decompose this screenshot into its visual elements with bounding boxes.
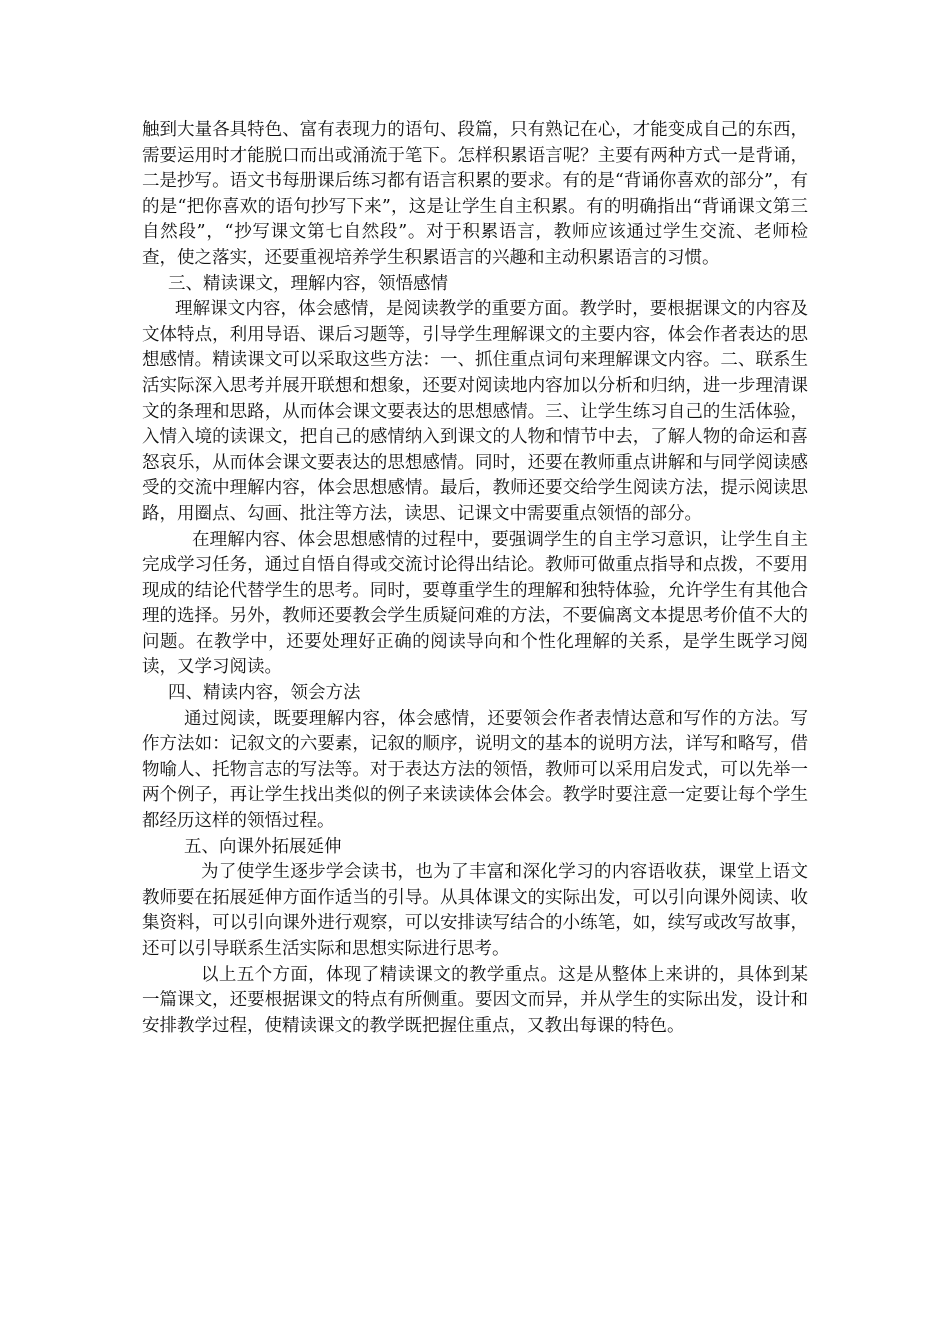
document-page [142, 118, 808, 1039]
section-heading-3: 三、精读课文，理解内容，领悟感情 [168, 273, 448, 294]
paragraph-writing-methods: 通过阅读，既要理解内容，体会感情，还要领会作者表情达意和写作的方法。写作方法如：记叙文的六要素，记叙的顺序，说明文的基本的说明方法，详写和略写，借物喻人、托物言志的写法等。对于表达方法的领悟，教师可以采用启发式，可以先举一两个例子，再让学生找出类似的例子来读读体会体会。教学时要注意一定要让每个学生都经历这样的领悟过程。 [142, 708, 808, 832]
section-heading-5: 五、向课外拓展延伸 [184, 836, 342, 857]
paragraph-summary: 以上五个方面，体现了精读课文的教学重点。这是从整体上来讲的，具体到某一篇课文，还要根据课文的特点有所侧重。要因文而异，并从学生的实际出发，设计和安排教学过程，使精读课文的教学既把握住重点，又教出每课的特色。 [142, 964, 808, 1036]
paragraph-extension: 为了使学生逐步学会读书，也为了丰富和深化学习的内容语收获，课堂上语文教师要在拓展延伸方面作适当的引导。从具体课文的实际出发，可以引向课外阅读、收集资料，可以引向课外进行观察，可以安排读写结合的小练笔，如，续写或改写故事，还可以引导联系生活实际和思想实际进行思考。 [142, 862, 808, 959]
paragraph-self-learning: 在理解内容、体会思想感情的过程中，要强调学生的自主学习意识，让学生自主完成学习任务，通过自悟自得或交流讨论得出结论。教师可做重点指导和点拨，不要用现成的结论代替学生的思考。同时，要尊重学生的理解和独特体验，允许学生有其他合理的选择。另外，教师还要教会学生质疑问难的方法，不要偏离文本提思考价值不大的问题。在教学中，还要处理好正确的阅读导向和个性化理解的关系，是学生既学习阅读，又学习阅读。 [142, 529, 808, 678]
paragraph-language-accumulation: 触到大量各具特色、富有表现力的语句、段篇，只有熟记在心，才能变成自己的东西，需要运用时才能脱口而出或涌流于笔下。怎样积累语言呢？主要有两种方式一是背诵，二是抄写。语文书每册课后练习都有语言积累的要求。有的是“背诵你喜欢的部分”，有的是“把你喜欢的语句抄写下来”，这是让学生自主积累。有的明确指出“背诵课文第三自然段”，“抄写课文第七自然段”。对于积累语言，教师应该通过学生交流、老师检查，使之落实，还要重视培养学生积累语言的兴趣和主动积累语言的习惯。 [142, 120, 808, 268]
section-heading-4: 四、精读内容，领会方法 [168, 683, 361, 704]
paragraph-understand-content: 理解课文内容，体会感情，是阅读教学的重要方面。教学时，要根据课文的内容及文体特点，利用导语、课后习题等，引导学生理解课文的主要内容，体会作者表达的思想感情。精读课文可以采取这些方法：一、抓住重点词句来理解课文内容。二、联系生活实际深入思考并展开联想和想象，还要对阅读地内容加以分析和归纳，进一步理清课文的条理和思路，从而体会课文要表达的思想感情。三、让学生练习自己的生活体验，入情入境的读课文，把自己的感情纳入到课文的人物和情节中去，了解人物的命运和喜怒哀乐，从而体会课文要表达的思想感情。同时，还要在教师重点讲解和与同学阅读感受的交流中理解内容，体会思想感情。最后，教师还要交给学生阅读方法，提示阅读思路，用圈点、勾画、批注等方法，读思、记课文中需要重点领悟的部分。 [142, 299, 808, 524]
